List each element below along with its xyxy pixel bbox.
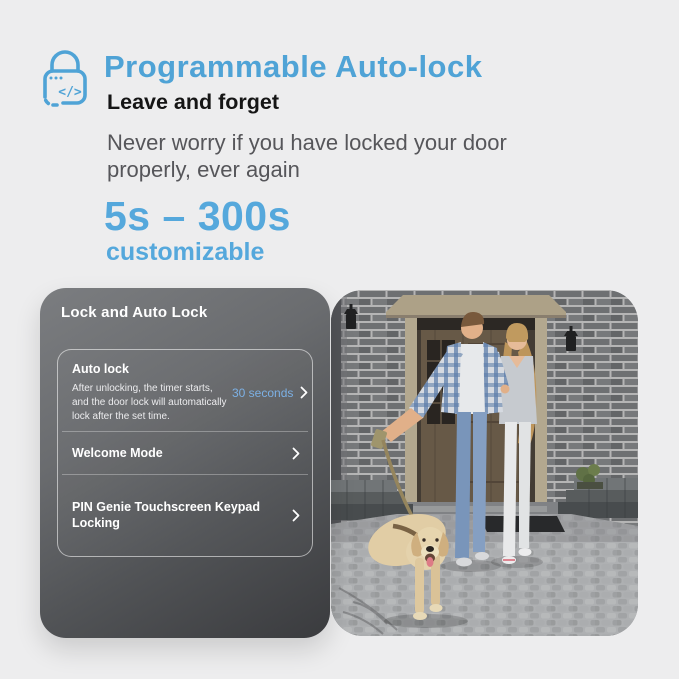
chevron-right-icon[interactable] — [300, 386, 308, 399]
photo-vignette — [331, 290, 638, 636]
settings-card-title: Lock and Auto Lock — [61, 304, 208, 321]
hero-subtitle: Leave and forget — [107, 90, 280, 114]
svg-text:</>: </> — [58, 85, 82, 100]
autolock-range: 5s – 300s — [104, 193, 291, 239]
pin-genie-label: PIN Genie Touchscreen Keypad Locking — [72, 499, 261, 531]
lifestyle-photo — [331, 290, 638, 636]
auto-lock-text — [72, 362, 232, 423]
setting-row-welcome-mode[interactable] — [58, 432, 312, 474]
padlock-code-icon — [36, 47, 94, 107]
setting-row-pin-genie[interactable] — [58, 475, 312, 556]
chevron-right-icon[interactable] — [292, 447, 300, 460]
hero-title: Programmable Auto-lock — [104, 49, 483, 84]
hero-description: Never worry if you have locked your door properly, ever again — [107, 130, 507, 182]
settings-card — [40, 288, 330, 638]
auto-lock-label: Auto lock — [72, 362, 129, 376]
range-caption: customizable — [106, 238, 265, 266]
welcome-mode-label: Welcome Mode — [72, 446, 163, 461]
setting-row-auto-lock[interactable] — [58, 350, 312, 431]
settings-list — [57, 349, 313, 557]
chevron-right-icon[interactable] — [292, 509, 300, 522]
auto-lock-description: After unlocking, the timer starts, and the door lock will automatically lock after the set time. — [72, 383, 227, 422]
auto-lock-value: 30 seconds — [232, 385, 294, 400]
